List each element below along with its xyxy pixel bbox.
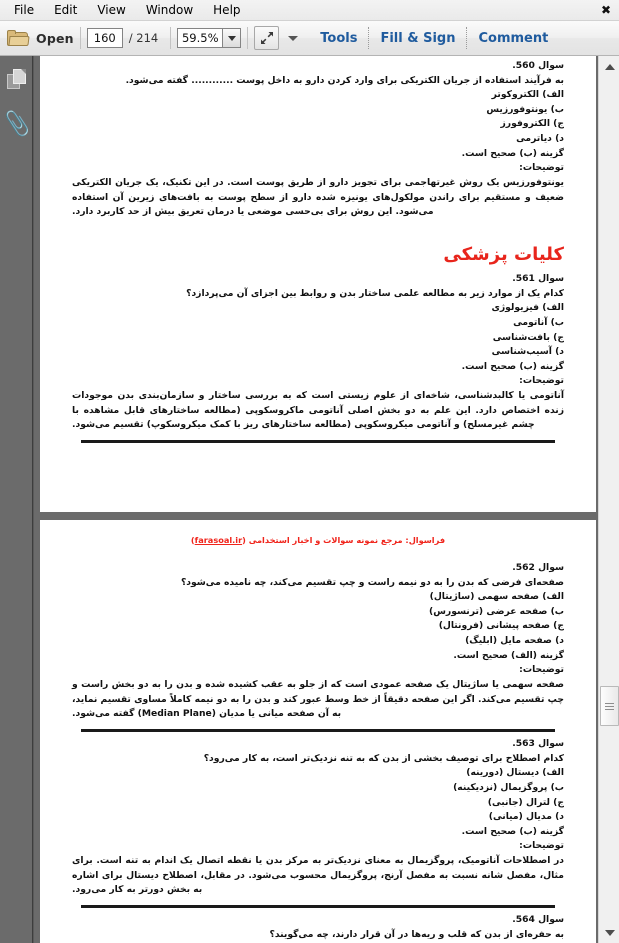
toolbar-separator	[247, 27, 248, 49]
close-icon[interactable]: ✖	[600, 3, 612, 17]
question-option: الف) فیزیولوژی	[491, 302, 564, 314]
question-option: د) آسیب‌شناسی	[491, 346, 564, 358]
question-option: ب) آناتومی	[513, 316, 564, 328]
tools-button[interactable]: Tools	[320, 30, 358, 46]
question-option: ب) پروگزیمال (نزدیکینه)	[453, 781, 564, 793]
watermark-text: فراسوال: مرجع نمونه سوالات و اخبار استخدامی (	[242, 535, 446, 545]
page-number-input[interactable]: 160	[87, 28, 123, 48]
toolbar-separator	[466, 27, 467, 49]
question-block	[40, 272, 596, 433]
question-option: ب) صفحه عرضی (ترنسورس)	[429, 605, 564, 617]
question-option: د) مدیال (میانی)	[488, 811, 564, 823]
menu-item-file[interactable]: File	[14, 2, 35, 17]
toolbar-separator	[368, 27, 369, 49]
zoom-dropdown-button[interactable]	[222, 28, 241, 48]
horizontal-rule	[81, 729, 555, 732]
scroll-up-button[interactable]	[599, 56, 619, 77]
question-block	[40, 913, 596, 942]
scroll-thumb[interactable]	[600, 686, 619, 726]
triangle-up-icon	[605, 64, 615, 70]
chevron-down-icon	[228, 36, 236, 41]
menu-item-window[interactable]: Window	[145, 2, 194, 17]
question-option: الف) دیستال (دورینه)	[466, 767, 564, 779]
question-block	[40, 737, 596, 898]
menu-item-view[interactable]: View	[97, 2, 126, 17]
question-number: سوال 563.	[512, 738, 564, 750]
question-stem: کدام اصطلاح برای توصیف بخشی از بدن که به تنه نزدیک‌تر است، به کار می‌رود؟	[203, 752, 564, 764]
open-button-label: Open	[36, 30, 74, 46]
question-block	[40, 59, 596, 220]
question-option: ج) بافت‌شناسی	[492, 331, 564, 343]
toolbar-separator	[80, 27, 81, 49]
page-thumbnails-button[interactable]	[0, 62, 33, 96]
question-number: سوال 560.	[512, 60, 564, 71]
watermark-text-end: )	[190, 535, 195, 545]
question-number: سوال 564.	[512, 914, 564, 926]
watermark-link[interactable]: farasoal.ir	[194, 535, 243, 545]
vertical-scrollbar[interactable]	[598, 56, 619, 943]
question-option: د) دیاترمی	[516, 132, 564, 144]
menu-item-edit[interactable]: Edit	[54, 2, 78, 17]
document-viewport[interactable]	[34, 56, 598, 943]
question-stem: به حفره‌ای از بدن که قلب و ریه‌ها در آن قرار دارند، چه می‌گویند؟	[269, 928, 564, 940]
folder-icon	[7, 30, 29, 47]
explanation-text: در اصطلاحات آناتومیک، پروگزیمال به معنای نزدیک‌تر به مرکز بدن یا نقطه اتصال یک اندام به تنه است. برای مثال، مفصل شانه نسبت به مفصل آرنج، پروگزیمال محسوب می‌شود. در مقابل، اصطلاح دیستال برای اشاره به بخش دورتر به کار می‌رود.	[72, 854, 564, 896]
triangle-down-icon	[605, 930, 615, 936]
horizontal-rule	[81, 440, 555, 443]
question-block	[40, 561, 596, 722]
open-button[interactable]	[7, 30, 74, 47]
explanation-label: توضیحات:	[519, 664, 564, 676]
question-answer: گزینه (الف) صحیح است.	[453, 649, 564, 661]
paperclip-icon: 📎	[1, 110, 32, 139]
scroll-thumb-grip	[605, 701, 614, 712]
question-stem: به فرآیند استفاده از جریان الکتریکی برای وارد کردن دارو به داخل پوست ............ گفته می‌شود.	[125, 74, 564, 86]
question-option: الف) صفحه سهمی (ساژیتال)	[429, 591, 564, 603]
document-page	[40, 520, 596, 943]
watermark	[40, 520, 596, 547]
menu-item-help[interactable]: Help	[213, 2, 241, 17]
question-option: د) صفحه مایل (ابلیگ)	[465, 634, 564, 646]
question-option: ج) لترال (جانبی)	[487, 796, 564, 808]
explanation-label: توضیحات:	[519, 162, 564, 174]
page-thumbnails-icon	[7, 69, 26, 89]
question-option: الف) الکتروکوتر	[491, 89, 564, 101]
question-answer: گزینه (ب) صحیح است.	[461, 147, 564, 159]
fit-page-button[interactable]	[254, 26, 279, 50]
question-stem: کدام یک از موارد زیر به مطالعه علمی ساختار بدن و روابط بین اجزای آن می‌پردازد؟	[186, 287, 564, 299]
question-answer: گزینه (ب) صحیح است.	[461, 825, 564, 837]
zoom-input[interactable]: 59.5%	[177, 28, 222, 48]
explanation-text: آناتومی یا کالبدشناسی، شاخه‌ای از علوم زیستی است که به بررسی ساختار و سازمان‌بندی بدن موجودات زنده اختصاص دارد. این علم به دو بخش اصلی آناتومی ماکروسکوپی (مطالعه ساختارهای قابل مشاهده با چشم غیرمسلح) و آناتومی میکروسکوپی (مطالعه ساختارهای ریز با کمک میکروسکوپ) تقسیم می‌شود.	[72, 389, 564, 431]
question-option: ج) صفحه پیشانی (فرونتال)	[438, 620, 564, 632]
question-stem: صفحه‌ای فرضی که بدن را به دو نیمه راست و چپ تقسیم می‌کند، چه نامیده می‌شود؟	[180, 576, 564, 588]
section-title: کلیات پزشکی	[443, 244, 564, 266]
fill-and-sign-button[interactable]: Fill & Sign	[380, 30, 456, 46]
navigation-rail	[0, 56, 33, 943]
question-number: سوال 561.	[512, 273, 564, 285]
toolbar-separator	[170, 27, 171, 49]
question-option: ب) یونتوفورزیس	[486, 103, 564, 115]
explanation-label: توضیحات:	[519, 840, 564, 852]
menu-bar	[0, 0, 619, 21]
explanation-label: توضیحات:	[519, 375, 564, 387]
document-page	[40, 56, 596, 512]
chevron-down-icon	[288, 36, 298, 41]
explanation-text: یونتوفورزیس یک روش غیرتهاجمی برای تجویز دارو از طریق پوست است. در این تکنیک، یک جریان الکتریکی ضعیف و مستقیم برای راندن مولکول‌های یونیزه شده دارو از سطح پوست به بافت‌های زیرین آن استفاده می‌شود. این روش برای بی‌حسی موضعی یا درمان تعریق بیش از حد کاربرد دارد.	[72, 176, 564, 218]
fit-page-icon	[259, 30, 275, 46]
page-total-label: / 214	[128, 31, 159, 45]
horizontal-rule	[81, 905, 555, 908]
explanation-text: صفحه سهمی یا ساژیتال یک صفحه عمودی است که از جلو به عقب کشیده شده و بدن را به دو بخش راست و چپ تقسیم می‌کند. اگر این صفحه دقیقاً از خط وسط عبور کند و بدن را به دو نیمه کاملاً مساوی تقسیم نماید، به آن صفحه میانی یا مدیان (Median Plane) گفته می‌شود.	[72, 678, 564, 720]
question-option: ج) الکتروفورز	[500, 118, 564, 130]
comment-button[interactable]: Comment	[478, 30, 549, 46]
question-number: سوال 562.	[512, 562, 564, 573]
question-answer: گزینه (ب) صحیح است.	[461, 360, 564, 372]
attachments-button[interactable]	[0, 108, 33, 142]
more-tools-button[interactable]	[288, 36, 298, 41]
scroll-down-button[interactable]	[599, 922, 619, 943]
toolbar	[0, 21, 619, 56]
zoom-control[interactable]	[177, 28, 241, 48]
